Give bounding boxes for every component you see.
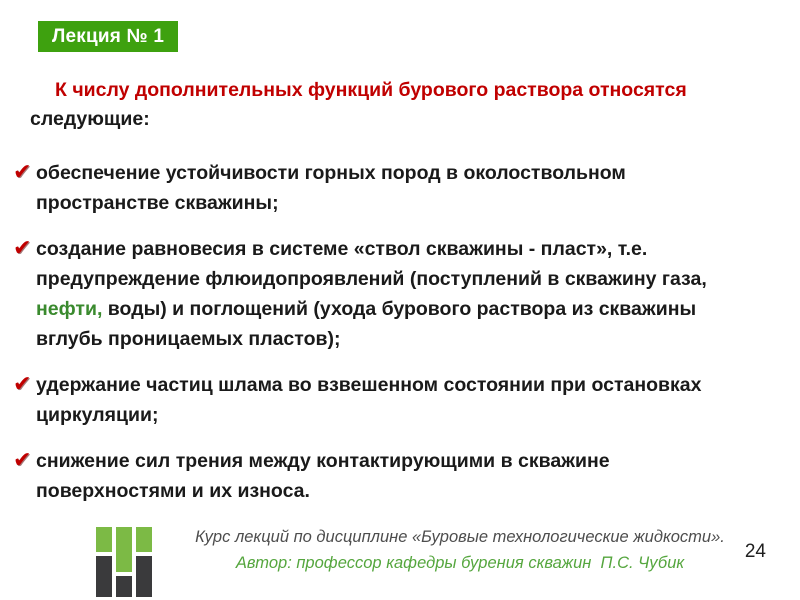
heading-segment: К числу дополнительных функций бурового раствора относятся bbox=[55, 79, 687, 101]
logo-block bbox=[116, 527, 132, 572]
bullet-segment: воды) и поглощений (ухода бурового раствора из скважины вглубь проницаемых пластов); bbox=[36, 298, 697, 350]
bullet-item bbox=[15, 234, 717, 354]
checkmark-icon: ✔ bbox=[13, 235, 32, 260]
bullet-text bbox=[36, 450, 610, 502]
lecture-badge: Лекция № 1 bbox=[38, 21, 178, 52]
heading-segment: следующие: bbox=[30, 108, 150, 130]
bullet-segment: нефти, bbox=[36, 298, 103, 320]
checkmark-icon: ✔ bbox=[13, 371, 32, 396]
bullet-text bbox=[36, 238, 707, 350]
bullet-item bbox=[15, 370, 717, 430]
logo-block bbox=[136, 527, 152, 552]
logo-column bbox=[116, 527, 132, 597]
footer-author-line: Автор: профессор кафедры бурения скважин П.С. Чубик bbox=[235, 554, 685, 572]
logo-block bbox=[116, 576, 132, 597]
university-logo-icon bbox=[96, 527, 152, 597]
bullet-segment: создание равновесия в системе «ствол скважины - пласт», т.е. предупреждение флюидопроявлений (поступлений в скважину газа, bbox=[36, 238, 707, 290]
logo-column bbox=[96, 527, 112, 597]
page-title bbox=[30, 76, 720, 134]
bullet-segment: удержание частиц шлама во взвешенном состоянии при остановках циркуляции; bbox=[36, 374, 702, 426]
checkmark-icon: ✔ bbox=[13, 159, 32, 184]
bullet-item bbox=[15, 158, 717, 218]
page-number: 24 bbox=[744, 541, 766, 562]
bullet-text bbox=[36, 374, 701, 426]
checkmark-icon: ✔ bbox=[13, 447, 32, 472]
bullet-item bbox=[15, 446, 717, 506]
logo-column bbox=[136, 527, 152, 597]
bullet-segment: снижение сил трения между контактирующими в скважине поверхностями и их износа. bbox=[36, 450, 610, 502]
logo-block bbox=[136, 556, 152, 597]
footer bbox=[0, 518, 800, 600]
footer-course-line: Курс лекций по дисциплине «Буровые технологические жидкости». bbox=[195, 528, 725, 546]
logo-block bbox=[96, 527, 112, 552]
footer-text bbox=[160, 524, 760, 576]
bullet-text bbox=[36, 162, 626, 214]
bullet-segment: обеспечение устойчивости горных пород в околоствольном пространстве скважины; bbox=[36, 162, 626, 214]
logo-block bbox=[96, 556, 112, 597]
bullet-list bbox=[15, 158, 717, 522]
